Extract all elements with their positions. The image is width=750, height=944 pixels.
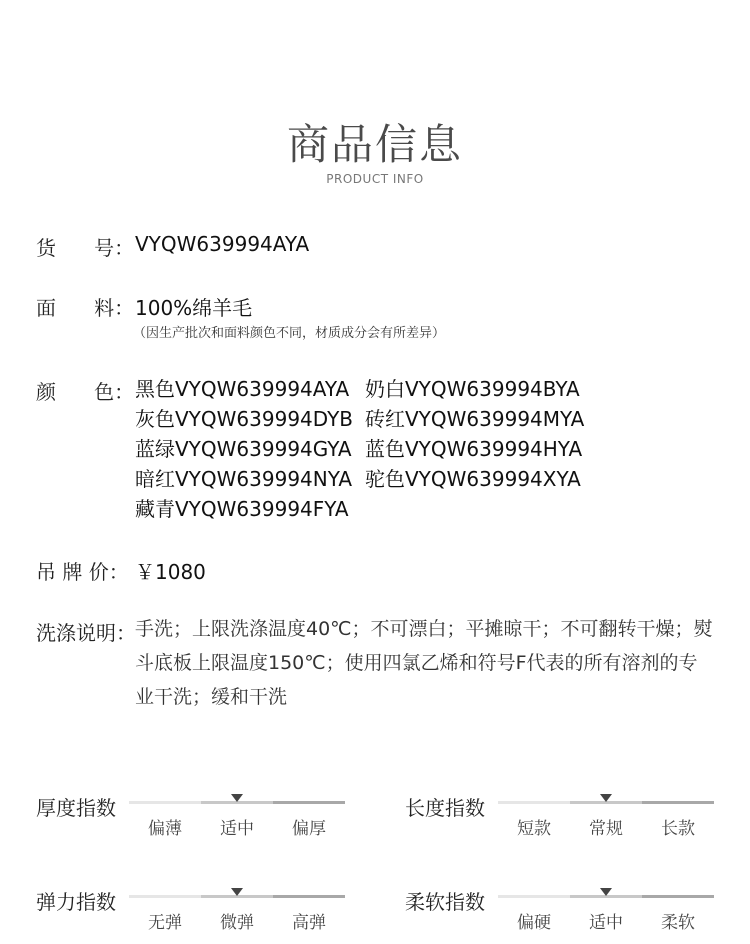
scale-segment	[129, 801, 201, 804]
page-subtitle: PRODUCT INFO	[326, 172, 424, 186]
selected-marker-icon	[600, 794, 612, 802]
index-option: 适中	[589, 913, 623, 933]
index-option: 常规	[589, 819, 623, 839]
price-label: 吊 牌 价：	[36, 560, 129, 584]
index-option: 短款	[517, 819, 551, 839]
scale-segment	[642, 895, 714, 898]
index-label: 柔软指数	[405, 890, 485, 914]
color-item: 灰色VYQW639994DYB	[135, 407, 354, 431]
wash-instructions: 手洗；上限洗涤温度40℃；不可漂白；平摊晾干；不可翻转干燥；熨斗底板上限温度150℃；使用四氯乙烯和符号F代表的所有溶剂的专业干洗；缓和干洗	[135, 618, 713, 708]
scale-segment	[498, 801, 570, 804]
page-title: 商品信息	[286, 120, 463, 169]
scale-segment	[642, 801, 714, 804]
color-item: 暗红VYQW639994NYA	[135, 467, 353, 491]
price-value: ￥1080	[135, 560, 206, 584]
selected-marker-icon	[600, 888, 612, 896]
selected-marker-icon	[231, 794, 243, 802]
sku-value: VYQW639994AYA	[135, 232, 310, 256]
color-item: 藏青VYQW639994FYA	[135, 497, 349, 521]
index-option: 长款	[661, 819, 695, 839]
color-row	[135, 374, 584, 404]
index-option: 无弹	[148, 913, 182, 933]
scale-segment	[273, 895, 345, 898]
index-option: 适中	[220, 819, 254, 839]
material-note: （因生产批次和面料颜色不同，材质成分会有所差异）	[133, 326, 446, 341]
color-item: 驼色VYQW639994XYA	[365, 467, 581, 491]
color-item: 蓝色VYQW639994HYA	[365, 437, 583, 461]
index-option: 高弹	[292, 913, 326, 933]
color-item: 砖红VYQW639994MYA	[365, 407, 585, 431]
scale-segment	[129, 895, 201, 898]
material-label: 面 料：	[36, 296, 135, 320]
index-option: 微弹	[220, 913, 254, 933]
scale-segment	[498, 895, 570, 898]
color-row	[135, 434, 584, 464]
color-item: 蓝绿VYQW639994GYA	[135, 437, 352, 461]
index-option: 偏厚	[292, 819, 326, 839]
scale-segment	[273, 801, 345, 804]
selected-marker-icon	[231, 888, 243, 896]
index-label: 弹力指数	[36, 890, 116, 914]
index-option: 柔软	[661, 913, 695, 933]
color-item: 奶白VYQW639994BYA	[365, 377, 580, 401]
wash-label: 洗涤说明：	[36, 621, 136, 645]
index-option: 偏薄	[148, 819, 182, 839]
color-label: 颜 色：	[36, 380, 135, 404]
color-row	[135, 464, 584, 494]
sku-label: 货 号：	[36, 236, 135, 260]
index-label: 长度指数	[405, 796, 485, 820]
color-list	[135, 374, 584, 524]
color-row	[135, 404, 584, 434]
color-row	[135, 494, 584, 524]
index-option: 偏硬	[517, 913, 551, 933]
material-value: 100%绵羊毛	[135, 296, 253, 320]
index-label: 厚度指数	[36, 796, 116, 820]
color-item: 黑色VYQW639994AYA	[135, 377, 350, 401]
